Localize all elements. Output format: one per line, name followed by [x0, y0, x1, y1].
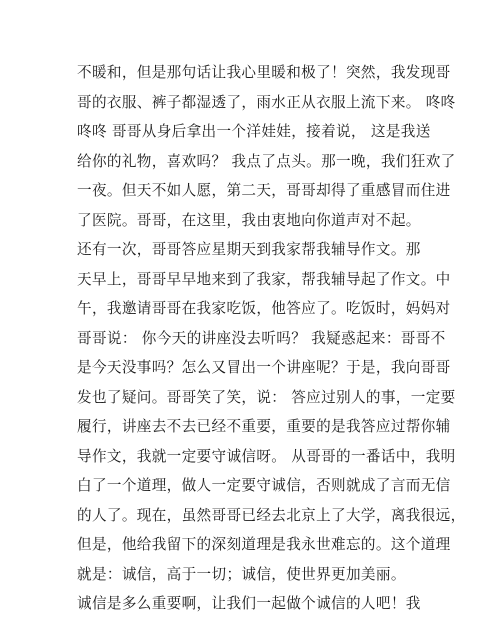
- text-line-5: 一夜。但天不如人愿，第二天，哥哥却得了重感冒而住进: [77, 182, 451, 199]
- text-line-12: 发也了疑问。哥哥笑了笑，说： 答应过别人的事，一定要: [77, 388, 456, 406]
- text-line-15: 白了一个道理，做人一定要守诚信，否则就成了言而无信: [77, 477, 451, 494]
- text-line-19: 诚信是多么重要啊，让我们一起做个诚信的人吧！我: [77, 595, 421, 612]
- text-line-7: 还有一次，哥哥答应星期天到我家帮我辅导作文。那: [77, 241, 421, 258]
- text-line-10: 哥哥说： 你今天的讲座没去听吗？ 我疑惑起来：哥哥不: [77, 329, 446, 347]
- text-line-4: 给你的礼物，喜欢吗？ 我点了点头。那一晚，我们狂欢了: [77, 152, 456, 170]
- text-line-1: 不暖和，但是那句话让我心里暖和极了！突然，我发现哥: [77, 64, 451, 81]
- text-line-17: 但是，他给我留下的深刻道理是我永世难忘的。这个道理: [77, 536, 451, 553]
- text-line-6: 了医院。哥哥，在这里，我由衷地向你道声对不起。: [77, 211, 421, 229]
- text-line-3: 咚咚 哥哥从身后拿出一个洋娃娃，接着说， 这是我送: [77, 123, 431, 140]
- text-line-2: 哥的衣服、裤子都湿透了，雨水正从衣服上流下来。 咚咚: [77, 93, 456, 111]
- text-line-18: 就是：诚信，高于一切；诚信，使世界更加美丽。: [77, 565, 406, 583]
- text-line-13: 履行，讲座去不去已经不重要，重要的是我答应过帮你辅: [77, 418, 451, 435]
- text-line-9: 午，我邀请哥哥在我家吃饭，他答应了。吃饭时，妈妈对: [77, 300, 451, 317]
- text-line-11: 是今天没事吗？怎么又冒出一个讲座呢？于是，我向哥哥: [77, 359, 451, 376]
- essay-text: [77, 58, 466, 619]
- text-line-8: 天早上，哥哥早早地来到了我家，帮我辅导起了作文。中: [77, 270, 451, 288]
- text-line-14: 导作文，我就一定要守诚信呀。 从哥哥的一番话中，我明: [77, 447, 456, 465]
- text-line-16: 的人了。现在，虽然哥哥已经去北京上了大学，离我很远，: [77, 506, 466, 524]
